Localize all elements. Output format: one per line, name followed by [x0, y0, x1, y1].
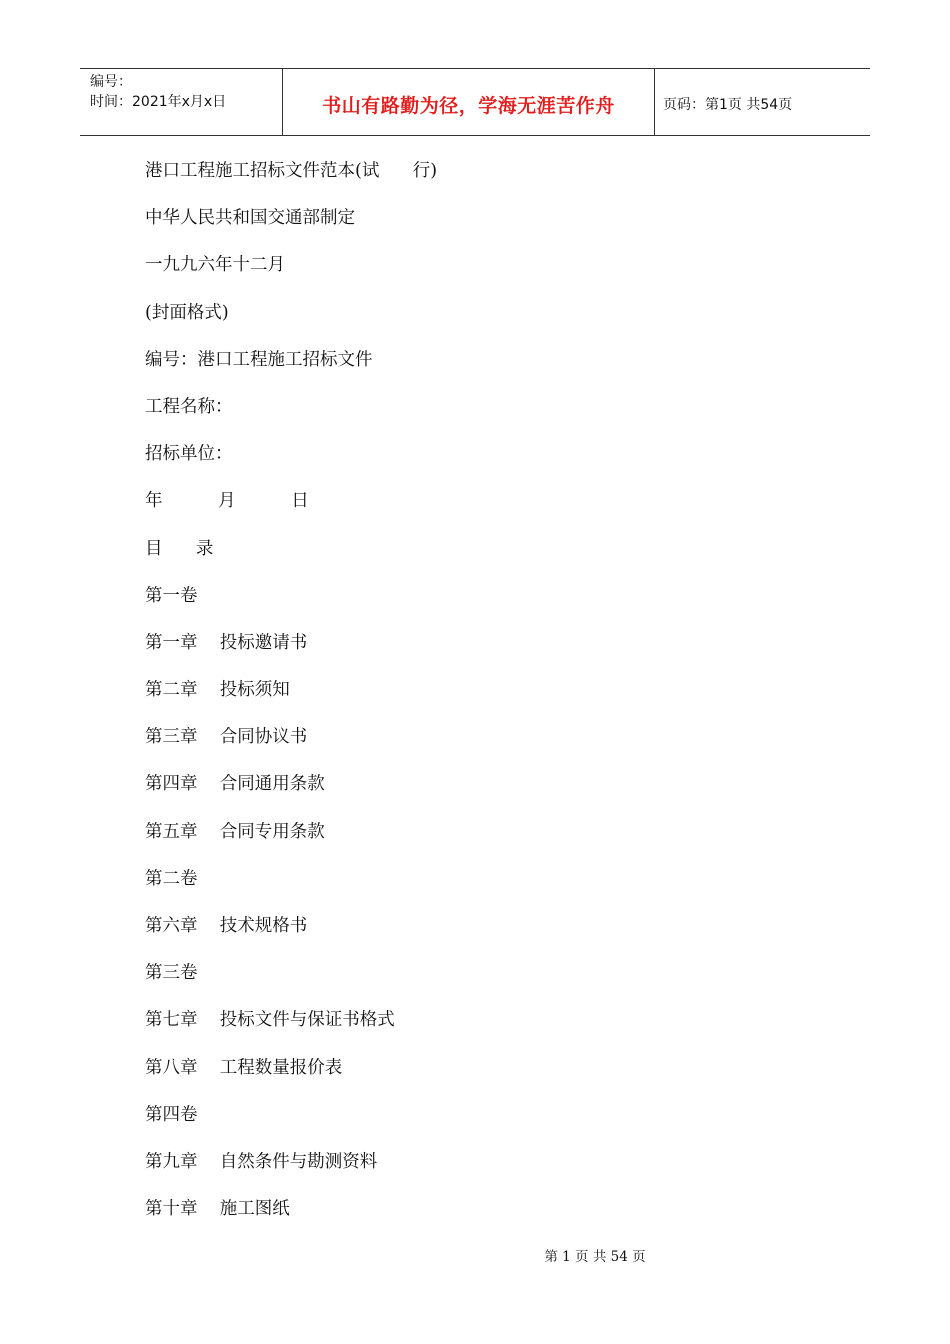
toc-chapter: 第十章 施工图纸: [145, 1199, 290, 1220]
doc-line: (封面格式): [145, 302, 229, 323]
header-page-info: 页码：第1页 共54页: [663, 97, 793, 113]
document-body: [145, 157, 845, 1242]
toc-title: 目 录: [145, 538, 214, 559]
doc-line: 工程名称：: [145, 396, 233, 417]
doc-line: 港口工程施工招标文件范本(试 行): [145, 161, 438, 181]
doc-line: 招标单位：: [145, 444, 233, 465]
doc-time-label: 时间：2021年x月x日: [90, 94, 227, 110]
toc-chapter: 第七章 投标文件与保证书格式: [145, 1010, 395, 1031]
doc-line: 年 月 日: [145, 491, 309, 512]
toc-volume: 第三卷: [145, 963, 198, 984]
header-meta: [80, 69, 282, 135]
doc-line: 一九九六年十二月: [145, 255, 285, 276]
toc-volume: 第四卷: [145, 1104, 198, 1125]
toc-chapter: 第一章 投标邀请书: [145, 632, 308, 653]
header-page-info-cell: [655, 69, 870, 135]
toc-chapter: 第三章 合同协议书: [145, 727, 308, 748]
toc-chapter: 第二章 投标须知: [145, 680, 290, 701]
page-footer: 第 1 页 共 54 页: [544, 1249, 646, 1265]
toc-chapter: 第九章 自然条件与勘测资料: [145, 1151, 378, 1172]
doc-number-label: 编号：: [90, 74, 132, 90]
toc-chapter: 第五章 合同专用条款: [145, 821, 325, 842]
doc-line: 编号：港口工程施工招标文件: [145, 349, 373, 370]
header-motto: 书山有路勤为径，学海无涯苦作舟: [322, 94, 615, 117]
doc-line: 中华人民共和国交通部制定: [145, 208, 355, 229]
toc-chapter: 第六章 技术规格书: [145, 916, 308, 936]
toc-volume: 第一卷: [145, 585, 198, 606]
toc-chapter: 第四章 合同通用条款: [145, 774, 325, 795]
toc-volume: 第二卷: [145, 868, 198, 889]
header-motto-cell: [282, 69, 655, 135]
page-header: [80, 68, 870, 136]
toc-chapter: 第八章 工程数量报价表: [145, 1057, 343, 1078]
